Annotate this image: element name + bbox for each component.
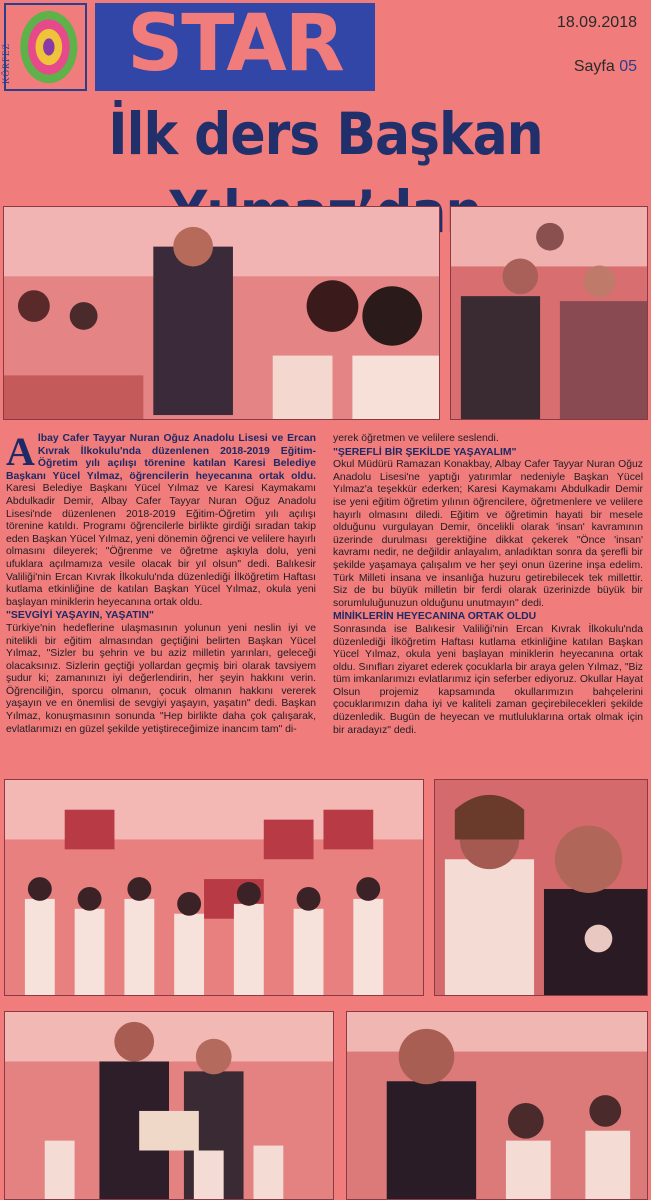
article-paragraph-5: Sonrasında ise Balıkesir Valiliği'nin Ercan Kıvrak İlkokulu'nda düzenlediği İlköğretim Haftası kutlama etkinliğine katılan Başkan Yücel Yılmaz, okula yeni başlayan miniklerin heyecanına ortak oldu. Sınıfları ziyaret ederek çocuklarla bir araya gelen Yılmaz, "Biz tüm imkanlarımızı evlatlarımız için seferber ediyoruz. Okullar Hayat Olsun projemiz kapsamında okullarımızın bahçelerini çocuklarımızın daha iyi ve kaliteli zaman geçirebilecekleri şekilde düzenledik. Bugün de heyecan ve mutluluklarına ortak olmak için bir aradayız" dedi.	[333, 623, 643, 736]
page-label: Sayfa	[573, 58, 615, 75]
photo-handshake-image	[451, 207, 647, 419]
photo-handshake	[450, 206, 648, 420]
photo-gift-presentation-image	[5, 1012, 333, 1199]
subheading-3: MİNİKLERİN HEYECANINA ORTAK OLDU	[333, 611, 537, 623]
photo-classroom-visit	[3, 206, 440, 420]
photo-children-flags	[4, 779, 424, 996]
subheading-1: "SEVGİYİ YAŞAYIN, YAŞATIN"	[6, 610, 154, 622]
issue-date: 18.09.2018	[556, 14, 637, 31]
article-lead: lbay Cafer Tayyar Nuran Oğuz Anadolu Lisesi ve Ercan Kıvrak İlkokulu'nda düzenlenen 2018-2019 Eğitim-Öğretim yılı açılışı törenine katılan Karesi Belediye Başkanı Yücel Yılmaz, öğrencilerin heyecanına ortak oldu.	[6, 433, 316, 482]
page-number-value: 05	[619, 58, 637, 75]
headline: İlk ders Başkan	[108, 101, 543, 169]
logo-wordmark: KÖRFEZ	[1, 42, 11, 84]
dropcap: A	[6, 429, 35, 474]
photo-children-flags-image	[5, 780, 423, 995]
photo-classroom-children	[346, 1011, 648, 1200]
masthead-title: STAR	[127, 0, 343, 89]
photo-classroom-image	[4, 207, 439, 419]
article-column-left	[6, 429, 316, 736]
article-paragraph-2: Türkiye'nin hedeflerine ulaşmasının yolunun yeni neslin iyi ve nitelikli bir eğitim almasından geçtiğini belirten Başkan Yücel Yılmaz, "Sizler bu şehrin ve bu aziz milletin yarınları, geleceği olacaksınız. Sizlerin geçtiği yollardan geçmiş biri olarak tavsiyem şudur ki; zamanınızı iyi değerlendirin, her şeyin hakkını verin. Öğrenciliğin, sporcu olmanın, çocuk olmanın hakkını vererek yaşayın ve en önemlisi de sevgiyi yaşayın, yaşatın" dedi. Başkan Yılmaz, konuşmasının sonunda "Hep birlikte daha çok çalışarak, evlatlarımızı en güzel şekilde yetiştireceğimize inancım tam" di-	[6, 622, 316, 735]
article-paragraph-4: Okul Müdürü Ramazan Konakbay, Albay Cafer Tayyar Nuran Oğuz Anadolu Lisesi'ne yaptığı yatırımlar nedeniyle Başkan Yücel Yılmaz'a teşekkür ederken; Karesi Kaymakamı Abdulkadir Demir ise yeni eğitim öğretim yılının öğrencilere, öğretmenlere ve velilere hayırlı olmasını diledi. Eğitim ve öğretimin hayati bir mesele olduğunu vurgulayan Demir, öncelikli olarak 'insan' kavramının üzerinde durulması gerektiğine dikkat çekerek "Önce 'insan' kavramı nedir, ne değildir anlayalım, anladıktan sonra da şerefli bir şekilde yaşamaya çalışalım ve her şeyi onun üzerine inşa edelim. Türk Milleti insana ve insanlığa huzuru getirebilecek tek millettir. Siz de bu büyük milletin bir ferdi olarak üzerinizde büyük bir sorumluluğunuzun olduğunu unutmayın" dedi.	[333, 459, 643, 609]
article-column-right	[333, 433, 643, 737]
photo-mayor-with-girl	[434, 779, 648, 996]
photo-gift-presentation	[4, 1011, 334, 1200]
article-paragraph-3: yerek öğretmen ve velilere seslendi.	[333, 433, 499, 444]
page-number	[574, 58, 637, 76]
photo-classroom-children-image	[347, 1012, 647, 1199]
subheading-2: "ŞEREFLİ BİR ŞEKİLDE YAŞAYALIM"	[333, 446, 517, 458]
article-paragraph-1: Karesi Belediye Başkanı Yücel Yılmaz ve Karesi Kaymakamı Abdulkadir Demir, Albay Cafer Tayyar Nuran Oğuz Anadolu Lisesi'nde düzenlenen 2018-2019 Eğitim-Öğretim yılı açılışı törenine katıldı. Programı öğrencilerle birlikte girdiği sıradan takip eden Başkan Yücel Yılmaz, yeni dönemin öğrenci ve velilere hayırlı olmasını dileyerek; "Öğrenme ve öğretme aşkıyla dolu, yeni ufuklara açılmamıza vesile olacak bir yıl olsun" dedi. Balıkesir Valiliği'nin Ercan Kıvrak İlkokulu'nda düzenlediği İlköğretim Haftası kutlama etkinliğine de katılan Başkan Yücel Yılmaz, okula yeni başlayan miniklerin heyecanına ortak oldu.	[6, 483, 316, 608]
photo-mayor-with-girl-image	[435, 780, 647, 995]
